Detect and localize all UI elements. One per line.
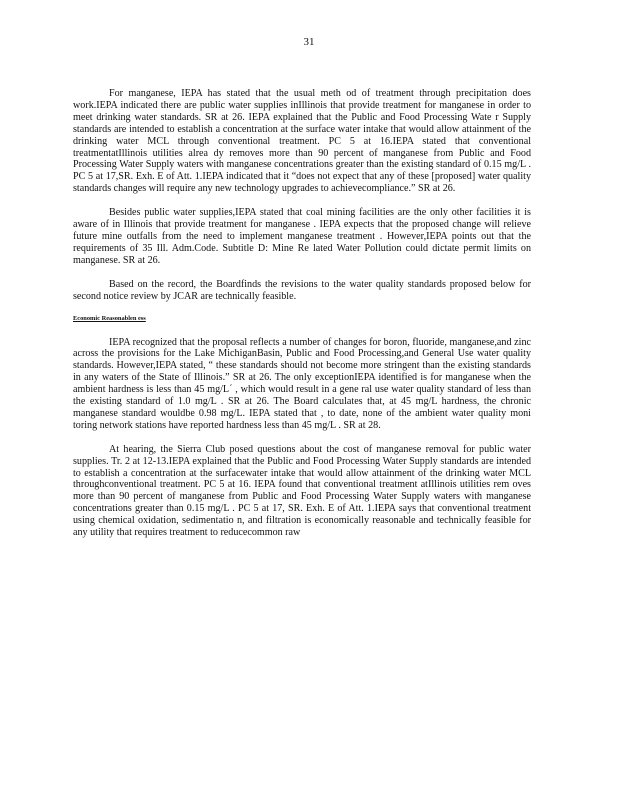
body-text	[73, 88, 531, 551]
page-number: 31	[303, 36, 315, 48]
paragraph-iepa-recognized: IEPA recognized that the proposal reflects a number of changes for boron, fluoride, manganese,and zinc across the provisions for the Lake MichiganBasin, Public and Food Processing,and General Use water quality standards. However,IEPA stated, “ these standards should not become more stringent than the existing standards in any waters of the State of Illinois.” SR at 26. The only exceptionIEPA identified is for manganese when the ambient hardness is less than 45 mg/L´ , which would result in a gene ral use water quality standard of less than the existing standard of 1.0 mg/L . SR at 26. The Board calculates that, at 45 mg/L hardness, the chronic manganese standard wouldbe 0.98 mg/L. IEPA stated that , to date, none of the ambient water quality moni toring network stations have reported hardness less than 45 mg/L . SR at 28.	[73, 336, 531, 431]
paragraph-sierra-club-hearing: At hearing, the Sierra Club posed questions about the cost of manganese removal for public water supplies. Tr. 2 at 12-13.IEPA explained that the Public and Food Processing Water Supply standards are intended to establish a concentration at the surfacewater intake that would allow attainment of the drinking water MCL throughconventional treatment. PC 5 at 16. IEPA found that conventional treatment atIllinois utilities rem oves more than 90 percent of manganese from Public and Food Processing Water Supply waters with manganese concentrations greater than 0.15 mg/L . PC 5 at 17, SR. Exh. E of Att. 1.IEPA says that conventional treatment using chemical oxidation, sedimentatio n, and filtration is economically reasonable and technically feasible for any utility that requires treatment to reducecommon raw	[73, 443, 531, 539]
paragraph-technical-feasibility: Based on the record, the Boardfinds the revisions to the water quality standards proposed below for second notice review by JCAR are technically feasible.	[73, 278, 531, 302]
paragraph-manganese-treatment: For manganese, IEPA has stated that the usual meth od of treatment through precipitation does work.IEPA indicated there are public water supplies inIllinois that provide treatment for manganese in order to meet drinking water standards. SR at 26. IEPA explained that the Public and Food Processing Wate r Supply standards are intended to establish a concentration at the surface water intake that would allow attainment of the drinking water MCL through conventional treatment. PC 5 at 16.IEPA stated that conventional treatmentatIllinois utilities alrea dy removes more than 90 percent of manganese from Public and Food Processing Water Supply waters with manganese concentrations greater than the existing standard of 0.15 mg/L . PC 5 at 17,SR. Exh. E of Att. 1.IEPA indicated that it “does not expect that any of these [proposed] water quality standards changes will require any new technology upgrades to achievecompliance.” SR at 26.	[73, 88, 531, 195]
paragraph-coal-mining: Besides public water supplies,IEPA stated that coal mining facilities are the only other facilities it is aware of in Illinois that provide treatment for manganese . IEPA expects that the proposed change will relieve future mine outfalls from the need to implement manganese treatment . However,IEPA points out that the requirements of 35 Ill. Adm.Code. Subtitle D: Mine Re lated Water Pollution could dictate permit limits on manganese. SR at 26.	[73, 207, 531, 266]
section-heading-economic-reasonableness: Economic Reasonablen ess	[73, 314, 146, 322]
